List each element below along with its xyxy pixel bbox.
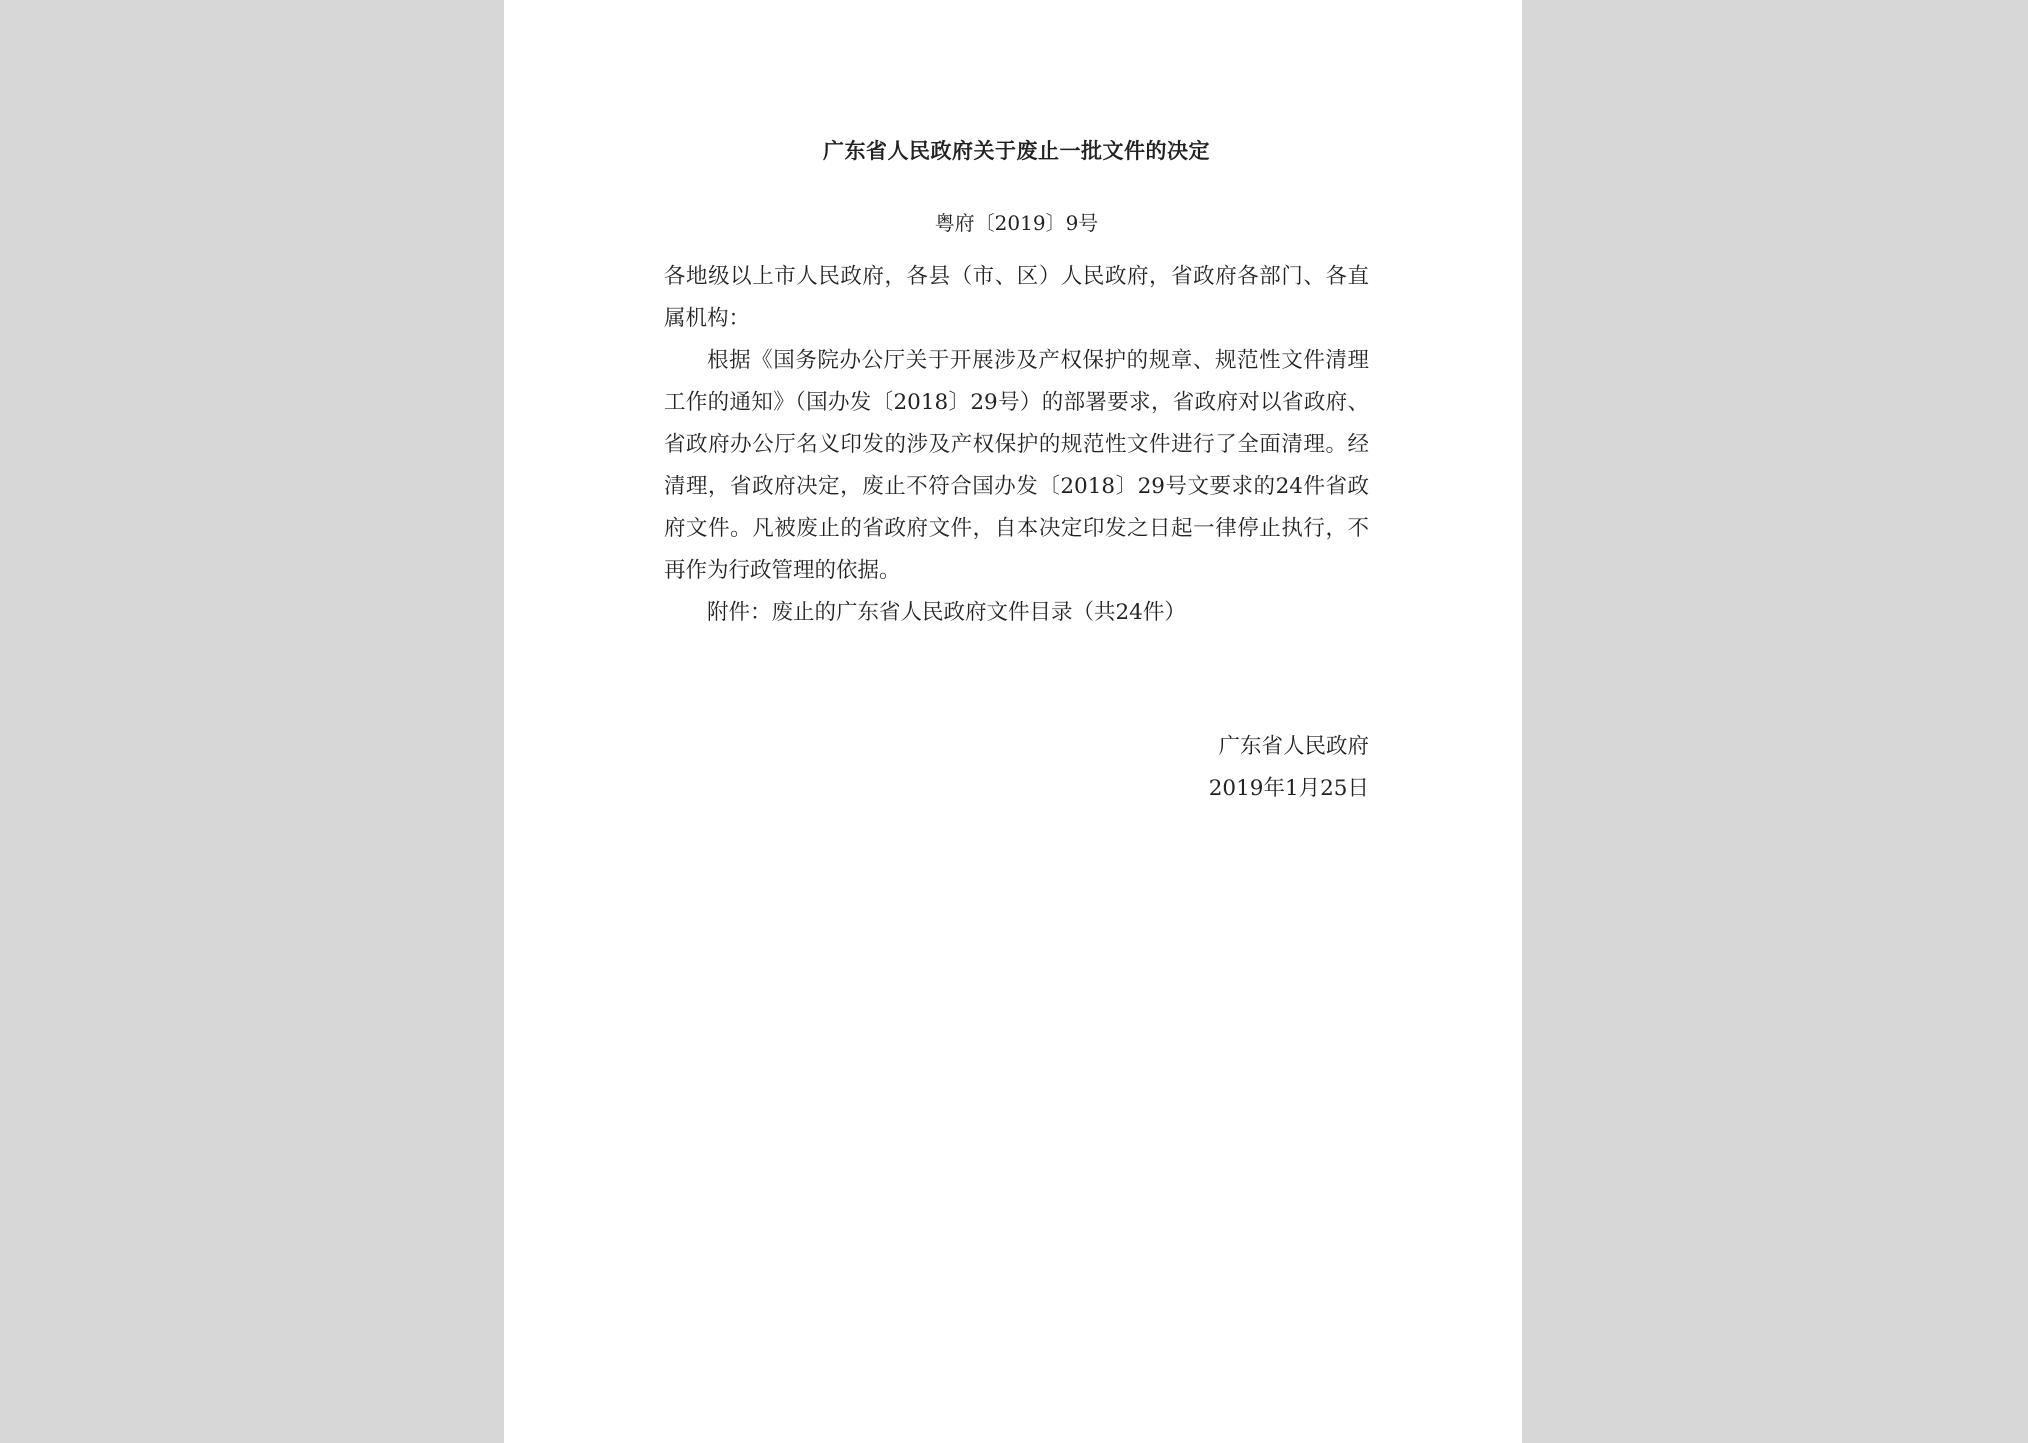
signature-block	[664, 726, 1369, 810]
salutation: 各地级以上市人民政府，各县（市、区）人民政府，省政府各部门、各直属机构：	[664, 264, 1369, 331]
document-number: 粤府〔2019〕9号	[934, 211, 1099, 235]
main-paragraph: 根据《国务院办公厅关于开展涉及产权保护的规章、规范性文件清理工作的通知》（国办发〔2018〕29号）的部署要求，省政府对以省政府、省政府办公厅名义印发的涉及产权保护的规范性文件进行了全面清理。经清理，省政府决定，废止不符合国办发〔2018〕29号文要求的24件省政府文件。凡被废止的省政府文件，自本决定印发之日起一律停止执行，不再作为行政管理的依据。	[664, 348, 1369, 583]
document-body	[664, 256, 1369, 634]
issuer-name: 广东省人民政府	[1218, 734, 1369, 759]
attachment-note: 附件：废止的广东省人民政府文件目录（共24件）	[707, 600, 1186, 625]
issue-date: 2019年1月25日	[1208, 776, 1369, 801]
document-title: 广东省人民政府关于废止一批文件的决定	[823, 139, 1210, 163]
document-page	[504, 0, 1522, 1443]
